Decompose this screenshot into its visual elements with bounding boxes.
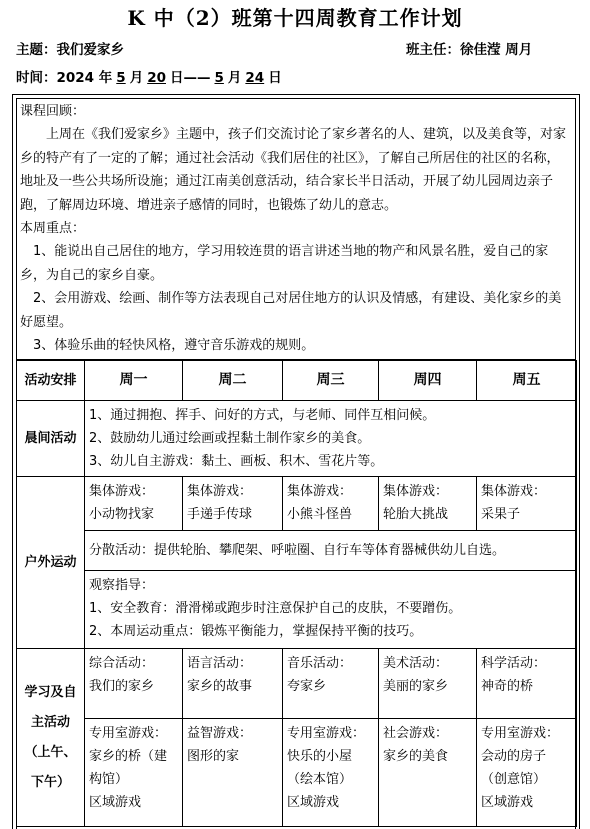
room-line: （绘本馆） — [287, 772, 353, 787]
guide-item-1: 1、安全教育：滑滑梯或跑步时注意保护自己的皮肤，不要蹭伤。 — [89, 601, 462, 616]
game-name: 小熊斗怪兽 — [287, 507, 353, 522]
teacher-value: 徐佳滢 周月 — [460, 42, 533, 58]
outdoor-game-mon — [85, 477, 183, 531]
room-game-fri — [477, 719, 577, 827]
room-line: 家乡的美食 — [383, 749, 449, 764]
room-line: 家乡的桥（建 — [89, 749, 168, 764]
room-line: 专用室游戏： — [89, 726, 168, 741]
theme-value: 我们爱家乡 — [56, 42, 124, 58]
time-year: 2024 年 — [56, 70, 113, 86]
teacher-label: 班主任： — [406, 42, 460, 58]
outdoor-scatter: 分散活动：提供轮胎、攀爬架、呼啦圈、自行车等体育器械供幼儿自选。 — [85, 531, 577, 571]
course-review — [16, 98, 576, 360]
page-title: K 中（2）班第十四周教育工作计划 — [127, 6, 463, 30]
activity-name: 我们的家乡 — [89, 679, 155, 694]
outdoor-label: 户外运动 — [17, 477, 85, 649]
study-label-2: 主活动 — [30, 714, 70, 730]
day-mon: 周一 — [85, 361, 183, 401]
activity-type: 音乐活动： — [287, 656, 353, 671]
study-label — [17, 649, 85, 827]
room-game-thu — [379, 719, 477, 827]
morning-item-1: 1、通过拥抱、挥手、问好的方式，与老师、同伴互相问候。 — [89, 408, 436, 423]
room-line: 图形的家 — [187, 749, 240, 764]
activity-type: 综合活动： — [89, 656, 155, 671]
day-sep: 日—— — [169, 70, 211, 86]
study-activity-row — [17, 649, 577, 719]
game-type: 集体游戏： — [481, 484, 547, 499]
study-room-row — [17, 719, 577, 827]
game-name: 小动物找家 — [89, 507, 155, 522]
day-tue: 周二 — [183, 361, 283, 401]
theme-line — [16, 38, 124, 58]
activity-type: 语言活动： — [187, 656, 253, 671]
activity-name: 美丽的家乡 — [383, 679, 449, 694]
game-name: 采果子 — [481, 507, 521, 522]
month-char-1: 月 — [129, 70, 144, 86]
end-day: 24 — [245, 70, 265, 86]
room-line: 区域游戏 — [89, 795, 142, 810]
morning-item-3: 3、幼儿自主游戏：黏土、画板、积木、雪花片等。 — [89, 454, 384, 469]
study-label-3: （上午、 — [24, 744, 77, 760]
focus-item-2: 2、会用游戏、绘画、制作等方法表现自己对居住地方的认识及情感，有建设、美化家乡的美好愿望。 — [20, 291, 562, 330]
room-game-wed — [283, 719, 379, 827]
morning-item-2: 2、鼓励幼儿通过绘画或捏黏土制作家乡的美食。 — [89, 431, 371, 446]
morning-label: 晨间活动 — [17, 401, 85, 477]
study-activity-mon — [85, 649, 183, 719]
review-label: 课程回顾： — [20, 104, 86, 119]
study-activity-tue — [183, 649, 283, 719]
activity-name: 神奇的桥 — [481, 679, 534, 694]
room-game-tue — [183, 719, 283, 827]
study-activity-fri — [477, 649, 577, 719]
theme-label: 主题： — [16, 42, 57, 58]
room-line: 益智游戏： — [187, 726, 253, 741]
schedule-table — [16, 360, 577, 827]
focus-item-3: 3、体验乐曲的轻快风格，遵守音乐游戏的规则。 — [33, 338, 315, 354]
outdoor-guide-row — [17, 571, 577, 649]
outdoor-scatter-row — [17, 531, 577, 571]
room-line: （创意馆） — [481, 772, 547, 787]
end-month: 5 — [214, 70, 224, 86]
outdoor-guide — [85, 571, 577, 649]
header-row — [17, 361, 577, 401]
activity-name: 家乡的故事 — [187, 679, 253, 694]
activity-name: 夸家乡 — [287, 679, 327, 694]
time-label: 时间： — [16, 70, 57, 86]
teacher-line — [406, 38, 532, 58]
study-label-1: 学习及自 — [24, 684, 77, 700]
study-activity-thu — [379, 649, 477, 719]
guide-label: 观察指导： — [89, 578, 155, 593]
room-line: 构馆） — [89, 772, 129, 787]
start-day: 20 — [147, 70, 166, 86]
game-type: 集体游戏： — [383, 484, 449, 499]
morning-content — [85, 401, 577, 477]
room-line: 专用室游戏： — [287, 726, 366, 741]
game-type: 集体游戏： — [187, 484, 253, 499]
room-line: 会动的房子 — [481, 749, 547, 764]
focus-item-1: 1、能说出自己居住的地方，学习用较连贯的语言讲述当地的物产和风景名胜，爱自己的家乡，为自己的家乡自豪。 — [20, 244, 549, 283]
outdoor-game-tue — [183, 477, 283, 531]
room-game-mon — [85, 719, 183, 827]
outdoor-game-fri — [477, 477, 577, 531]
day-thu: 周四 — [379, 361, 477, 401]
outdoor-game-thu — [379, 477, 477, 531]
header-label: 活动安排 — [17, 361, 85, 401]
room-line: 社会游戏： — [383, 726, 449, 741]
game-name: 手递手传球 — [187, 507, 253, 522]
month-char-2: 月 — [227, 70, 242, 86]
game-name: 轮胎大挑战 — [383, 507, 449, 522]
guide-item-2: 2、本周运动重点：锻炼平衡能力，掌握保持平衡的技巧。 — [89, 624, 423, 639]
review-paragraph: 上周在《我们爱家乡》主题中，孩子们交流讨论了家乡著名的人、建筑，以及美食等，对家乡的特产有了一定的了解；通过社会活动《我们居住的社区》，了解自己所居住的社区的名称，地址及一些公共场所设施；通过江南美创意活动，结合家长半日活动，开展了幼儿园周边亲子跑，了解周边环境、增进亲子感情的同时，也锻炼了幼儿的意志。 — [20, 127, 567, 213]
outdoor-games-row — [17, 477, 577, 531]
day-wed: 周三 — [283, 361, 379, 401]
room-line: 快乐的小屋 — [287, 749, 353, 764]
day-end: 日 — [268, 70, 282, 86]
focus-label: 本周重点： — [20, 221, 86, 237]
room-line: 专用室游戏： — [481, 726, 560, 741]
room-line: 区域游戏 — [287, 795, 340, 810]
activity-type: 科学活动： — [481, 656, 547, 671]
outdoor-game-wed — [283, 477, 379, 531]
time-line — [16, 66, 282, 86]
morning-row — [17, 401, 577, 477]
study-label-4: 下午） — [30, 774, 70, 790]
start-month: 5 — [116, 70, 126, 86]
game-type: 集体游戏： — [89, 484, 155, 499]
game-type: 集体游戏： — [287, 484, 353, 499]
study-activity-wed — [283, 649, 379, 719]
activity-type: 美术活动： — [383, 656, 449, 671]
room-line: 区域游戏 — [481, 795, 534, 810]
day-fri: 周五 — [477, 361, 577, 401]
